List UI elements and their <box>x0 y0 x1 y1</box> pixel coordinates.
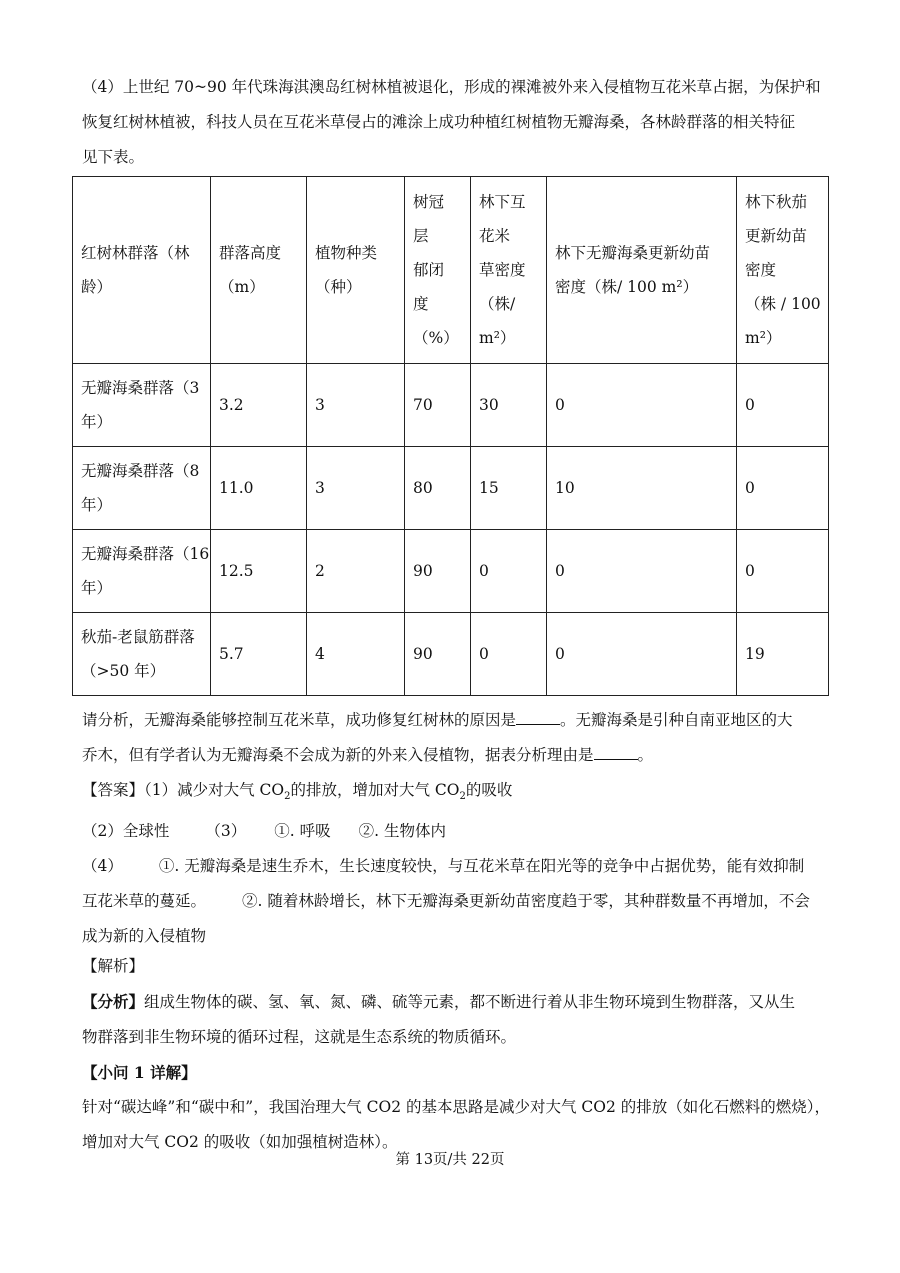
table-cell-canopy: 80 <box>405 447 471 530</box>
answer-line-2 <box>82 814 832 849</box>
header-text: （株/ <box>479 295 516 313</box>
analysis-line <box>82 984 832 1020</box>
intro-line: （4）上世纪 70~90 年代珠海淇澳岛红树林植被退化，形成的裸滩被外来入侵植物互花米草占据，为保护和 <box>82 78 821 96</box>
header-text: 密度（株/ 100 m²） <box>555 278 699 296</box>
answer-text: ②. 随着林龄增长，林下无瓣海桑更新幼苗密度趋于零，其种群数量不再增加，不会 <box>242 892 810 911</box>
header-text: 密度 <box>745 261 777 279</box>
answer-label: 【答案】 <box>82 781 145 799</box>
header-text: （株 / 100 <box>745 295 821 313</box>
answer-text: 的吸收 <box>465 781 513 799</box>
table-header-cell <box>471 177 547 364</box>
answer-text: 的排放，增加对大气 CO <box>290 781 460 799</box>
table-cell-sonneratia-seedling: 0 <box>547 613 737 696</box>
header-text: 树冠 <box>413 193 445 211</box>
analysis-line: 增加对大气 CO2 的吸收（如加强植树造林）。 <box>82 1133 398 1151</box>
fenxi-label: 【分析】 <box>82 992 145 1011</box>
question-paragraph <box>82 703 832 773</box>
analysis-line: 针对“碳达峰”和“碳中和”，我国治理大气 CO2 的基本思路是减少对大气 CO2 的排放（如化石燃料的燃烧）， <box>82 1098 831 1116</box>
table-cell-kandelia-seedling: 0 <box>737 364 829 447</box>
question-text: 乔木，但有学者认为无瓣海桑不会成为新的外来入侵植物，据表分析理由是 <box>82 746 594 764</box>
answer-section <box>82 773 832 954</box>
mangrove-table <box>72 176 829 696</box>
community-name-cell <box>73 530 211 613</box>
table-header-cell <box>73 177 211 364</box>
intro-line: 恢复红树林植被，科技人员在互花米草侵占的滩涂上成功种植红树植物无瓣海桑，各林龄群落的相关特征 <box>82 113 796 131</box>
community-name: 年） <box>81 413 113 431</box>
subscript: 2 <box>284 791 291 803</box>
community-name: （>50 年） <box>81 662 166 680</box>
answer-blank <box>594 745 638 760</box>
header-text: 层 <box>413 227 429 245</box>
table-cell-spartina: 0 <box>471 530 547 613</box>
table-cell-canopy: 90 <box>405 530 471 613</box>
page-footer: 第 13页/共 22页 <box>395 1152 505 1168</box>
table-body <box>73 364 829 696</box>
intro-paragraph <box>82 70 832 175</box>
question-text: 。无瓣海桑是引种自南亚地区的大 <box>560 711 793 729</box>
community-name: 年） <box>81 496 113 514</box>
header-text: m²） <box>479 329 516 347</box>
table-cell-sonneratia-seedling: 0 <box>547 530 737 613</box>
answer-text: 互花米草的蔓延。 <box>82 892 207 911</box>
table-cell-spartina: 0 <box>471 613 547 696</box>
table-row <box>73 530 829 613</box>
table-cell-species: 3 <box>307 447 405 530</box>
community-name: 无瓣海桑群落（8 <box>81 462 200 480</box>
table-cell-sonneratia-seedling: 0 <box>547 364 737 447</box>
table-row <box>73 613 829 696</box>
header-text: 林下秋茄 <box>745 193 808 211</box>
answer-text: ①. 呼吸 <box>274 822 331 841</box>
table-cell-spartina: 30 <box>471 364 547 447</box>
header-text: 群落高度 <box>219 244 282 262</box>
question-line <box>82 738 832 773</box>
table-header-cell <box>211 177 307 364</box>
header-text: （种） <box>315 278 362 296</box>
analysis-text: 组成生物体的碳、氢、氧、氮、磷、硫等元素，都不断进行着从非生物环境到生物群落，又从生 <box>144 993 796 1011</box>
table-cell-height: 3.2 <box>211 364 307 447</box>
question-text: 。 <box>637 746 654 764</box>
header-text: 红树林群落（林 <box>81 244 190 262</box>
answer-text: ②. 生物体内 <box>358 822 446 841</box>
table-header-cell <box>405 177 471 364</box>
table-header-cell <box>737 177 829 364</box>
table-cell-height: 11.0 <box>211 447 307 530</box>
table-row <box>73 447 829 530</box>
table-cell-kandelia-seedling: 0 <box>737 447 829 530</box>
table-cell-kandelia-seedling: 19 <box>737 613 829 696</box>
header-text: 植物种类 <box>315 244 378 262</box>
subquestion-1-label: 【小问 1 详解】 <box>82 1063 197 1082</box>
answer-blank <box>516 710 560 725</box>
analysis-label: 【解析】 <box>82 957 145 975</box>
answer-text: （2）全球性 <box>82 822 170 841</box>
analysis-line: 物群落到非生物环境的循环过程，这就是生态系统的物质循环。 <box>82 1028 517 1046</box>
table-cell-species: 4 <box>307 613 405 696</box>
header-text: （%） <box>413 329 459 347</box>
community-name: 无瓣海桑群落（16 <box>81 545 210 563</box>
table-cell-spartina: 15 <box>471 447 547 530</box>
intro-line: 见下表。 <box>82 148 145 166</box>
community-name-cell <box>73 447 211 530</box>
question-line <box>82 703 832 738</box>
question-text: 请分析，无瓣海桑能够控制互花米草，成功修复红树林的原因是 <box>82 711 517 729</box>
community-name: 无瓣海桑群落（3 <box>81 379 200 397</box>
table-cell-kandelia-seedling: 0 <box>737 530 829 613</box>
table-header-cell <box>307 177 405 364</box>
analysis-section <box>82 949 832 1160</box>
header-text: 更新幼苗 <box>745 227 808 245</box>
community-name: 秋茄-老鼠筋群落 <box>81 628 195 646</box>
header-text: 花米 <box>479 227 511 245</box>
answer-line-4 <box>82 884 832 919</box>
community-name-cell <box>73 613 211 696</box>
header-text: 龄） <box>81 278 113 296</box>
table-cell-species: 2 <box>307 530 405 613</box>
answer-line-5: 成为新的入侵植物 <box>82 927 207 946</box>
community-name: 年） <box>81 579 113 597</box>
community-name-cell <box>73 364 211 447</box>
answer-text: ①. 无瓣海桑是速生乔木，生长速度较快，与互花米草在阳光等的竞争中占据优势，能有效抑制 <box>158 857 805 876</box>
table-cell-sonneratia-seedling: 10 <box>547 447 737 530</box>
answer-text: （3） <box>205 822 247 841</box>
header-text: 林下互 <box>479 193 526 211</box>
table-header-cell <box>547 177 737 364</box>
table-cell-species: 3 <box>307 364 405 447</box>
table-cell-height: 12.5 <box>211 530 307 613</box>
answer-line-1 <box>82 773 832 814</box>
header-text: 草密度 <box>479 261 526 279</box>
header-text: 林下无瓣海桑更新幼苗 <box>555 244 711 262</box>
header-text: （m） <box>219 278 265 296</box>
table-cell-height: 5.7 <box>211 613 307 696</box>
answer-text: （4） <box>82 857 123 876</box>
subscript: 2 <box>459 791 466 803</box>
table-cell-canopy: 90 <box>405 613 471 696</box>
table-header-row <box>73 177 829 364</box>
table-cell-canopy: 70 <box>405 364 471 447</box>
header-text: m²） <box>745 329 782 347</box>
header-text: 郁闭 <box>413 261 445 279</box>
answer-text: （1）减少对大气 CO <box>144 781 285 799</box>
table-row <box>73 364 829 447</box>
header-text: 度 <box>413 295 429 313</box>
answer-line-3 <box>82 849 832 884</box>
